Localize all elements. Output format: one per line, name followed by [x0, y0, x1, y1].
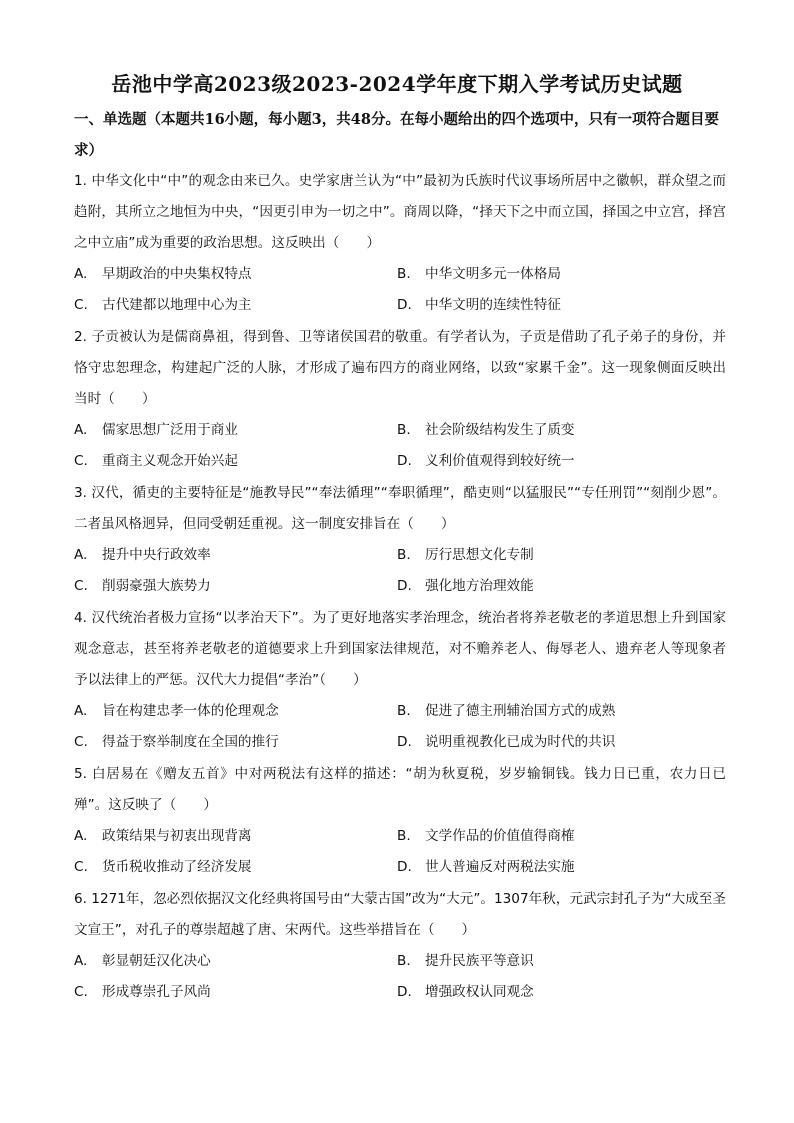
option-text: 中华文明多元一体格局	[425, 266, 561, 282]
option-text: 提升中央行政效率	[102, 547, 211, 563]
question-6-stem: 6. 1271年，忽必烈依据汉文化经典将国号由“大蒙古国”改为“大元”。1307年秋，元武宗封孔子为“大成至圣文宣王”，对孔子的尊崇超越了唐、宋两代。这些举措旨在（ ）	[74, 891, 726, 938]
question-4-stem: 4. 汉代统治者极力宣扬“以孝治天下”。为了更好地落实孝治理念，统治者将养老敬老的孝道思想上升到国家观念意志，甚至将养老敬老的道德要求上升到国家法律规范，对不赡养老人、侮辱老人、遗弃老人等现象者予以法律上的严惩。汉代大力提倡“孝治”（ ）	[74, 610, 726, 688]
option-text: 世人普遍反对两税法实施	[425, 859, 575, 875]
question-4-option-d	[397, 731, 717, 753]
question-2-stem: 2. 子贡被认为是儒商鼻祖，得到鲁、卫等诸侯国君的敬重。有学者认为，子贡是借助了孔子弟子的身份，并恪守忠恕理念，构建起广泛的人脉，才形成了遍布四方的商业网络，以致“家累千金”。这一现象侧面反映出当时（ ）	[74, 329, 726, 407]
option-key: A.	[74, 266, 88, 282]
option-key: D.	[397, 578, 412, 594]
option-text: 早期政治的中央集权特点	[102, 266, 252, 282]
question-2-option-c	[74, 450, 394, 472]
option-key: D.	[397, 734, 412, 750]
option-key: B.	[397, 953, 411, 969]
option-key: C.	[74, 984, 88, 1000]
option-key: B.	[397, 422, 411, 438]
option-text: 旨在构建忠孝一体的伦理观念	[102, 703, 279, 719]
question-5-option-d	[397, 856, 717, 878]
question-4-option-c	[74, 731, 394, 753]
option-key: B.	[397, 703, 411, 719]
option-text: 儒家思想广泛用于商业	[102, 422, 238, 438]
question-1-option-d	[397, 294, 717, 316]
option-key: A.	[74, 703, 88, 719]
option-text: 文学作品的价值值得商榷	[425, 828, 575, 844]
question-5-option-a	[74, 825, 394, 847]
question-2-option-a	[74, 419, 394, 441]
question-6-option-b	[397, 950, 717, 972]
section-heading: 一、单选题（本题共16小题，每小题3，共48分。在每小题给出的四个选项中，只有一项符合题目要求）	[74, 111, 719, 159]
option-key: D.	[397, 984, 412, 1000]
option-text: 中华文明的连续性特征	[425, 297, 561, 313]
option-text: 重商主义观念开始兴起	[102, 453, 238, 469]
question-4-option-a	[74, 700, 394, 722]
option-key: D.	[397, 297, 412, 313]
question-6-option-c	[74, 981, 394, 1003]
question-1-stem: 1. 中华文化中“中”的观念由来已久。史学家唐兰认为“中”最初为氏族时代议事场所居中之徽帜，群众望之而趋附，其所立之地恒为中央，“因更引申为一切之中”。商周以降，“择天下之中而立国，择国之中立宫，择宫之中立庙”成为重要的政治思想。这反映出（ ）	[74, 173, 726, 251]
question-1-option-b	[397, 263, 717, 285]
option-key: C.	[74, 578, 88, 594]
option-key: C.	[74, 734, 88, 750]
option-text: 削弱豪强大族势力	[102, 578, 211, 594]
option-text: 货币税收推动了经济发展	[102, 859, 252, 875]
option-text: 得益于察举制度在全国的推行	[102, 734, 279, 750]
question-3-option-c	[74, 575, 394, 597]
question-1-option-c	[74, 294, 394, 316]
option-text: 义利价值观得到较好统一	[425, 453, 575, 469]
question-1-option-a	[74, 263, 394, 285]
option-text: 形成尊崇孔子风尚	[102, 984, 211, 1000]
option-text: 增强政权认同观念	[425, 984, 534, 1000]
option-key: C.	[74, 297, 88, 313]
option-key: D.	[397, 859, 412, 875]
option-key: B.	[397, 828, 411, 844]
option-text: 促进了德主刑辅治国方式的成熟	[425, 703, 616, 719]
question-3-option-a	[74, 544, 394, 566]
option-text: 提升民族平等意识	[425, 953, 534, 969]
option-key: B.	[397, 266, 411, 282]
exam-title: 岳池中学高2023级2023-2024学年度下期入学考试历史试题	[111, 72, 683, 96]
option-text: 古代建都以地理中心为主	[102, 297, 252, 313]
option-key: A.	[74, 422, 88, 438]
question-5-option-c	[74, 856, 394, 878]
question-2-option-d	[397, 450, 717, 472]
option-key: C.	[74, 453, 88, 469]
question-5-option-b	[397, 825, 717, 847]
option-text: 厉行思想文化专制	[425, 547, 534, 563]
option-key: A.	[74, 953, 88, 969]
question-2-option-b	[397, 419, 717, 441]
question-3-stem: 3. 汉代，循吏的主要特征是“施教导民”“奉法循理”“奉职循理”，酷吏则“以猛服民”“专任刑罚”“刻削少恩”。二者虽风格迥异，但同受朝廷重视。这一制度安排旨在（ ）	[74, 485, 726, 532]
question-6-option-d	[397, 981, 717, 1003]
question-4-option-b	[397, 700, 717, 722]
option-text: 政策结果与初衷出现背离	[102, 828, 252, 844]
option-text: 强化地方治理效能	[425, 578, 534, 594]
question-3-option-b	[397, 544, 717, 566]
option-key: A.	[74, 547, 88, 563]
option-text: 社会阶级结构发生了质变	[425, 422, 575, 438]
option-key: A.	[74, 828, 88, 844]
question-5-stem: 5. 白居易在《赠友五首》中对两税法有这样的描述：“胡为秋夏税，岁岁输铜钱。钱力日已重，农力日已殚”。这反映了（ ）	[74, 766, 726, 813]
question-3-option-d	[397, 575, 717, 597]
option-text: 彰显朝廷汉化决心	[102, 953, 211, 969]
question-6-option-a	[74, 950, 394, 972]
option-text: 说明重视教化已成为时代的共识	[425, 734, 616, 750]
option-key: C.	[74, 859, 88, 875]
option-key: B.	[397, 547, 411, 563]
option-key: D.	[397, 453, 412, 469]
